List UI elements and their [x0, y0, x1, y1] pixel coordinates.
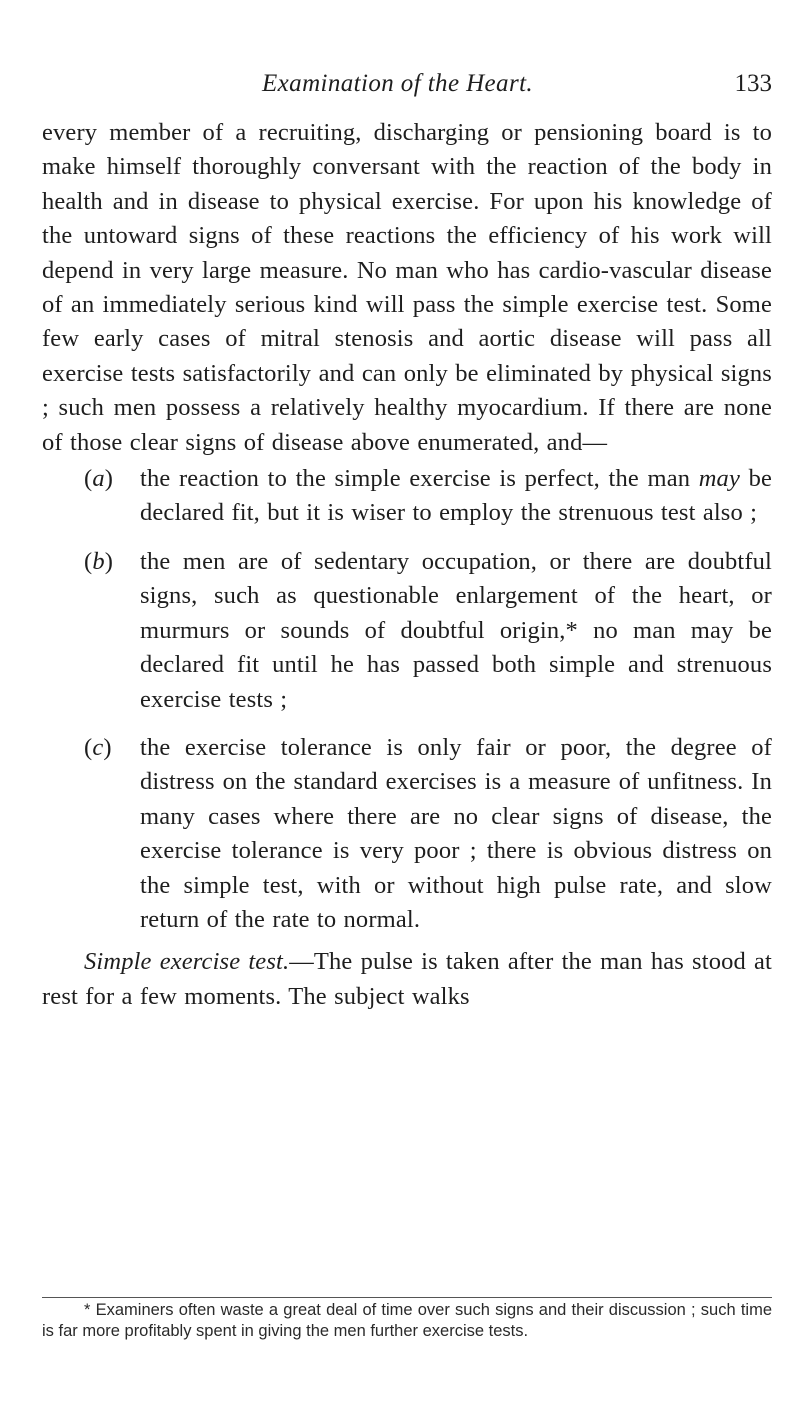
list-item-b — [42, 545, 772, 717]
list-label-b: (b) — [84, 547, 114, 575]
list-item-c — [42, 731, 772, 937]
list-item-a-text-after: be declared fit, but it is wiser to employ the strenuous test also ; — [140, 465, 772, 527]
body-text — [42, 116, 772, 1014]
list-item-a-text-before: the reaction to the simple exercise is perfect, the man — [140, 465, 699, 493]
simple-exercise-paragraph — [42, 945, 772, 1014]
list-item-a — [42, 462, 772, 531]
list-item-a-emphasis: may — [698, 465, 740, 493]
running-title: Examination of the Heart. — [262, 70, 534, 97]
footnote-rule — [42, 1297, 772, 1298]
running-head — [42, 70, 772, 104]
list-item-c-text: the exercise tolerance is only fair or poor, the degree of distress on the standard exercises is a measure of unfitness. In many cases where there are no clear signs of disease, the exercise tolerance is very poor ; there is obvious distress on the simple test, with or without high pulse rate, and slow return of the rate to normal. — [140, 733, 772, 933]
simple-exercise-text: —The pulse is taken after the man has stood at rest for a few moments. The subject walks — [42, 948, 772, 1010]
footnote: * Examiners often waste a great deal of time over such signs and their discussion ; such time is far more profitably spent in giving the men further exercise tests. — [42, 1301, 772, 1340]
list-label-c: (c) — [84, 733, 112, 761]
list-label-a: (a) — [84, 465, 114, 493]
intro-paragraph: every member of a recruiting, discharging or pensioning board is to make himself thoroughly conversant with the reaction of the body in health and in disease to physical exercise. For upon his knowledge of the untoward signs of these reactions the efficiency of his work will depend in very large measure. No man who has cardio-vascular disease of an immediately serious kind will pass the simple exercise test. Some few early cases of mitral stenosis and aortic disease will pass all exercise tests satisfactorily and can only be eliminated by physical signs ; such men possess a relatively healthy myocardium. If there are none of those clear signs of disease above enumerated, and— — [42, 119, 772, 456]
simple-exercise-heading: Simple exercise test. — [84, 948, 290, 976]
page-number: 133 — [734, 70, 772, 97]
list-item-b-text: the men are of sedentary occupation, or there are doubtful signs, such as questionable enlargement of the heart, or murmurs or sounds of doubtful origin,* no man may be declared fit until he has passed both simple and strenuous exercise tests ; — [140, 547, 772, 713]
